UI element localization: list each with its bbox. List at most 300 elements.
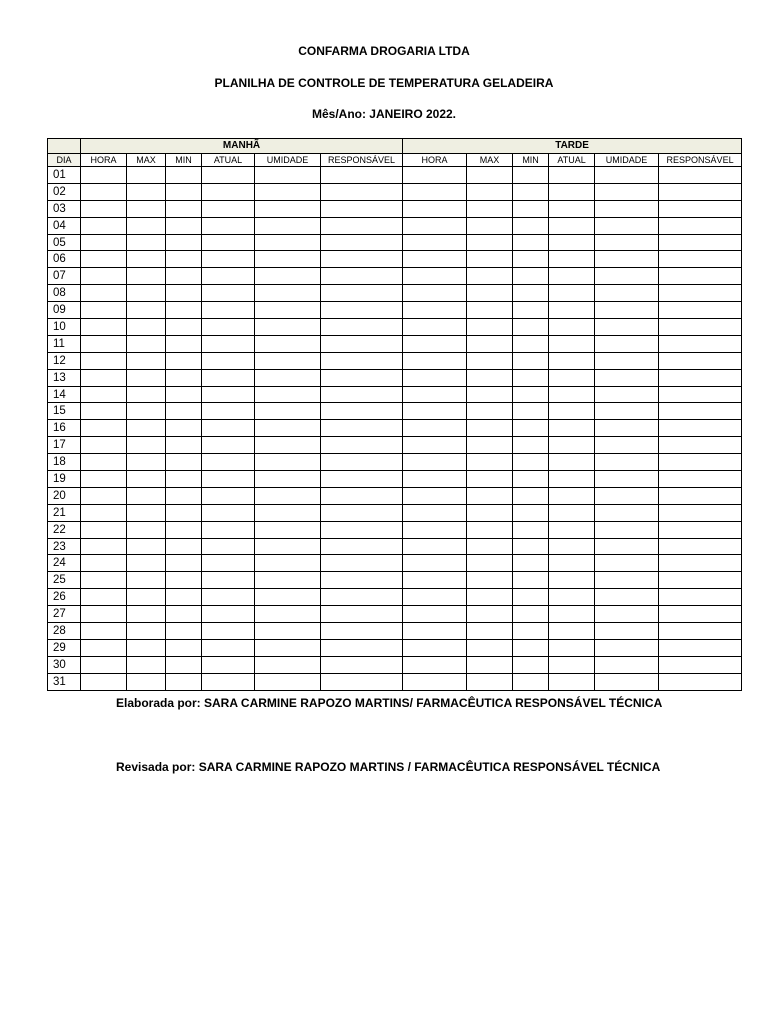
entry-cell[interactable] [549,437,595,454]
entry-cell[interactable] [321,302,403,319]
entry-cell[interactable] [403,403,467,420]
entry-cell[interactable] [549,369,595,386]
entry-cell[interactable] [403,319,467,336]
entry-cell[interactable] [255,521,321,538]
entry-cell[interactable] [202,521,255,538]
entry-cell[interactable] [467,538,513,555]
entry-cell[interactable] [403,335,467,352]
entry-cell[interactable] [255,538,321,555]
entry-cell[interactable] [595,268,659,285]
entry-cell[interactable] [513,420,549,437]
entry-cell[interactable] [595,386,659,403]
entry-cell[interactable] [166,623,202,640]
entry-cell[interactable] [513,454,549,471]
entry-cell[interactable] [595,656,659,673]
entry-cell[interactable] [127,217,166,234]
entry-cell[interactable] [595,217,659,234]
entry-cell[interactable] [659,521,742,538]
entry-cell[interactable] [202,302,255,319]
entry-cell[interactable] [403,555,467,572]
entry-cell[interactable] [202,234,255,251]
entry-cell[interactable] [549,386,595,403]
entry-cell[interactable] [549,183,595,200]
entry-cell[interactable] [403,420,467,437]
entry-cell[interactable] [255,555,321,572]
entry-cell[interactable] [549,487,595,504]
entry-cell[interactable] [166,471,202,488]
entry-cell[interactable] [81,268,127,285]
entry-cell[interactable] [403,251,467,268]
entry-cell[interactable] [321,386,403,403]
entry-cell[interactable] [321,572,403,589]
entry-cell[interactable] [659,454,742,471]
entry-cell[interactable] [255,471,321,488]
entry-cell[interactable] [659,335,742,352]
entry-cell[interactable] [255,572,321,589]
entry-cell[interactable] [321,167,403,184]
entry-cell[interactable] [467,606,513,623]
entry-cell[interactable] [321,589,403,606]
entry-cell[interactable] [513,335,549,352]
entry-cell[interactable] [513,606,549,623]
entry-cell[interactable] [255,454,321,471]
entry-cell[interactable] [549,403,595,420]
entry-cell[interactable] [321,487,403,504]
entry-cell[interactable] [659,319,742,336]
entry-cell[interactable] [659,369,742,386]
entry-cell[interactable] [549,251,595,268]
entry-cell[interactable] [549,319,595,336]
entry-cell[interactable] [166,386,202,403]
entry-cell[interactable] [202,437,255,454]
entry-cell[interactable] [81,673,127,690]
entry-cell[interactable] [321,285,403,302]
entry-cell[interactable] [127,639,166,656]
entry-cell[interactable] [81,386,127,403]
entry-cell[interactable] [81,183,127,200]
entry-cell[interactable] [549,268,595,285]
entry-cell[interactable] [202,454,255,471]
entry-cell[interactable] [202,200,255,217]
entry-cell[interactable] [403,572,467,589]
entry-cell[interactable] [595,319,659,336]
entry-cell[interactable] [81,521,127,538]
entry-cell[interactable] [81,639,127,656]
entry-cell[interactable] [549,167,595,184]
entry-cell[interactable] [255,285,321,302]
entry-cell[interactable] [659,167,742,184]
entry-cell[interactable] [467,639,513,656]
entry-cell[interactable] [166,420,202,437]
entry-cell[interactable] [467,200,513,217]
entry-cell[interactable] [255,606,321,623]
entry-cell[interactable] [659,589,742,606]
entry-cell[interactable] [81,606,127,623]
entry-cell[interactable] [403,352,467,369]
entry-cell[interactable] [166,639,202,656]
entry-cell[interactable] [403,200,467,217]
entry-cell[interactable] [255,167,321,184]
entry-cell[interactable] [255,302,321,319]
entry-cell[interactable] [127,589,166,606]
entry-cell[interactable] [549,521,595,538]
entry-cell[interactable] [81,589,127,606]
entry-cell[interactable] [202,572,255,589]
entry-cell[interactable] [467,471,513,488]
entry-cell[interactable] [127,319,166,336]
entry-cell[interactable] [81,302,127,319]
entry-cell[interactable] [549,352,595,369]
entry-cell[interactable] [595,183,659,200]
entry-cell[interactable] [467,504,513,521]
entry-cell[interactable] [467,268,513,285]
entry-cell[interactable] [127,606,166,623]
entry-cell[interactable] [166,437,202,454]
entry-cell[interactable] [166,538,202,555]
entry-cell[interactable] [659,623,742,640]
entry-cell[interactable] [513,369,549,386]
entry-cell[interactable] [595,504,659,521]
entry-cell[interactable] [321,521,403,538]
entry-cell[interactable] [467,437,513,454]
entry-cell[interactable] [513,487,549,504]
entry-cell[interactable] [255,386,321,403]
entry-cell[interactable] [166,268,202,285]
entry-cell[interactable] [513,504,549,521]
entry-cell[interactable] [595,352,659,369]
entry-cell[interactable] [467,521,513,538]
entry-cell[interactable] [321,319,403,336]
entry-cell[interactable] [127,285,166,302]
entry-cell[interactable] [403,302,467,319]
entry-cell[interactable] [659,487,742,504]
entry-cell[interactable] [127,302,166,319]
entry-cell[interactable] [81,487,127,504]
entry-cell[interactable] [549,555,595,572]
entry-cell[interactable] [467,285,513,302]
entry-cell[interactable] [166,606,202,623]
entry-cell[interactable] [127,572,166,589]
entry-cell[interactable] [513,217,549,234]
entry-cell[interactable] [166,217,202,234]
entry-cell[interactable] [659,217,742,234]
entry-cell[interactable] [467,386,513,403]
entry-cell[interactable] [595,555,659,572]
entry-cell[interactable] [127,673,166,690]
entry-cell[interactable] [255,217,321,234]
entry-cell[interactable] [467,335,513,352]
entry-cell[interactable] [202,639,255,656]
entry-cell[interactable] [127,386,166,403]
entry-cell[interactable] [659,504,742,521]
entry-cell[interactable] [595,369,659,386]
entry-cell[interactable] [403,673,467,690]
entry-cell[interactable] [127,369,166,386]
entry-cell[interactable] [255,504,321,521]
entry-cell[interactable] [595,335,659,352]
entry-cell[interactable] [549,623,595,640]
entry-cell[interactable] [403,268,467,285]
entry-cell[interactable] [166,521,202,538]
entry-cell[interactable] [659,606,742,623]
entry-cell[interactable] [166,656,202,673]
entry-cell[interactable] [202,217,255,234]
entry-cell[interactable] [202,420,255,437]
entry-cell[interactable] [549,589,595,606]
entry-cell[interactable] [513,572,549,589]
entry-cell[interactable] [403,167,467,184]
entry-cell[interactable] [127,268,166,285]
entry-cell[interactable] [467,217,513,234]
entry-cell[interactable] [659,200,742,217]
entry-cell[interactable] [202,589,255,606]
entry-cell[interactable] [127,487,166,504]
entry-cell[interactable] [595,234,659,251]
entry-cell[interactable] [202,352,255,369]
entry-cell[interactable] [403,471,467,488]
entry-cell[interactable] [202,487,255,504]
entry-cell[interactable] [127,200,166,217]
entry-cell[interactable] [659,268,742,285]
entry-cell[interactable] [513,386,549,403]
entry-cell[interactable] [255,623,321,640]
entry-cell[interactable] [513,639,549,656]
entry-cell[interactable] [166,200,202,217]
entry-cell[interactable] [81,572,127,589]
entry-cell[interactable] [127,555,166,572]
entry-cell[interactable] [255,487,321,504]
entry-cell[interactable] [81,420,127,437]
entry-cell[interactable] [255,268,321,285]
entry-cell[interactable] [202,319,255,336]
entry-cell[interactable] [81,454,127,471]
entry-cell[interactable] [321,623,403,640]
entry-cell[interactable] [659,639,742,656]
entry-cell[interactable] [467,487,513,504]
entry-cell[interactable] [255,183,321,200]
entry-cell[interactable] [659,183,742,200]
entry-cell[interactable] [255,369,321,386]
entry-cell[interactable] [403,217,467,234]
entry-cell[interactable] [321,454,403,471]
entry-cell[interactable] [467,251,513,268]
entry-cell[interactable] [467,555,513,572]
entry-cell[interactable] [403,656,467,673]
entry-cell[interactable] [127,656,166,673]
entry-cell[interactable] [513,589,549,606]
entry-cell[interactable] [166,335,202,352]
entry-cell[interactable] [513,285,549,302]
entry-cell[interactable] [166,302,202,319]
entry-cell[interactable] [166,572,202,589]
entry-cell[interactable] [595,639,659,656]
entry-cell[interactable] [595,167,659,184]
entry-cell[interactable] [166,673,202,690]
entry-cell[interactable] [467,183,513,200]
entry-cell[interactable] [467,302,513,319]
entry-cell[interactable] [202,285,255,302]
entry-cell[interactable] [81,538,127,555]
entry-cell[interactable] [127,454,166,471]
entry-cell[interactable] [202,656,255,673]
entry-cell[interactable] [659,471,742,488]
entry-cell[interactable] [202,504,255,521]
entry-cell[interactable] [659,673,742,690]
entry-cell[interactable] [467,403,513,420]
entry-cell[interactable] [166,589,202,606]
entry-cell[interactable] [202,167,255,184]
entry-cell[interactable] [549,504,595,521]
entry-cell[interactable] [595,623,659,640]
entry-cell[interactable] [321,369,403,386]
entry-cell[interactable] [513,200,549,217]
entry-cell[interactable] [403,437,467,454]
entry-cell[interactable] [255,639,321,656]
entry-cell[interactable] [255,673,321,690]
entry-cell[interactable] [549,538,595,555]
entry-cell[interactable] [321,420,403,437]
entry-cell[interactable] [403,538,467,555]
entry-cell[interactable] [467,369,513,386]
entry-cell[interactable] [127,504,166,521]
entry-cell[interactable] [166,183,202,200]
entry-cell[interactable] [321,335,403,352]
entry-cell[interactable] [81,403,127,420]
entry-cell[interactable] [467,589,513,606]
entry-cell[interactable] [595,589,659,606]
entry-cell[interactable] [595,572,659,589]
entry-cell[interactable] [321,606,403,623]
entry-cell[interactable] [321,251,403,268]
entry-cell[interactable] [81,623,127,640]
entry-cell[interactable] [659,302,742,319]
entry-cell[interactable] [467,572,513,589]
entry-cell[interactable] [127,420,166,437]
entry-cell[interactable] [81,319,127,336]
entry-cell[interactable] [127,251,166,268]
entry-cell[interactable] [81,471,127,488]
entry-cell[interactable] [81,656,127,673]
entry-cell[interactable] [255,234,321,251]
entry-cell[interactable] [321,538,403,555]
entry-cell[interactable] [549,606,595,623]
entry-cell[interactable] [81,352,127,369]
entry-cell[interactable] [202,555,255,572]
entry-cell[interactable] [255,403,321,420]
entry-cell[interactable] [255,352,321,369]
entry-cell[interactable] [467,319,513,336]
entry-cell[interactable] [549,285,595,302]
entry-cell[interactable] [321,403,403,420]
entry-cell[interactable] [467,352,513,369]
entry-cell[interactable] [659,555,742,572]
entry-cell[interactable] [321,555,403,572]
entry-cell[interactable] [467,623,513,640]
entry-cell[interactable] [595,251,659,268]
entry-cell[interactable] [81,251,127,268]
entry-cell[interactable] [403,623,467,640]
entry-cell[interactable] [595,606,659,623]
entry-cell[interactable] [202,369,255,386]
entry-cell[interactable] [513,302,549,319]
entry-cell[interactable] [595,471,659,488]
entry-cell[interactable] [659,285,742,302]
entry-cell[interactable] [321,268,403,285]
entry-cell[interactable] [127,167,166,184]
entry-cell[interactable] [202,538,255,555]
entry-cell[interactable] [202,606,255,623]
entry-cell[interactable] [81,555,127,572]
entry-cell[interactable] [659,251,742,268]
entry-cell[interactable] [202,386,255,403]
entry-cell[interactable] [513,471,549,488]
entry-cell[interactable] [595,487,659,504]
entry-cell[interactable] [513,167,549,184]
entry-cell[interactable] [513,623,549,640]
entry-cell[interactable] [202,403,255,420]
entry-cell[interactable] [127,403,166,420]
entry-cell[interactable] [166,352,202,369]
entry-cell[interactable] [166,167,202,184]
entry-cell[interactable] [127,521,166,538]
entry-cell[interactable] [513,673,549,690]
entry-cell[interactable] [403,369,467,386]
entry-cell[interactable] [166,234,202,251]
entry-cell[interactable] [403,285,467,302]
entry-cell[interactable] [255,656,321,673]
entry-cell[interactable] [549,302,595,319]
entry-cell[interactable] [127,623,166,640]
entry-cell[interactable] [255,437,321,454]
entry-cell[interactable] [255,200,321,217]
entry-cell[interactable] [166,285,202,302]
entry-cell[interactable] [513,656,549,673]
entry-cell[interactable] [513,403,549,420]
entry-cell[interactable] [127,234,166,251]
entry-cell[interactable] [595,302,659,319]
entry-cell[interactable] [321,234,403,251]
entry-cell[interactable] [513,234,549,251]
entry-cell[interactable] [403,589,467,606]
entry-cell[interactable] [595,521,659,538]
entry-cell[interactable] [81,335,127,352]
entry-cell[interactable] [403,234,467,251]
entry-cell[interactable] [549,217,595,234]
entry-cell[interactable] [659,538,742,555]
entry-cell[interactable] [166,454,202,471]
entry-cell[interactable] [467,420,513,437]
entry-cell[interactable] [659,420,742,437]
entry-cell[interactable] [467,673,513,690]
entry-cell[interactable] [549,454,595,471]
entry-cell[interactable] [403,386,467,403]
entry-cell[interactable] [467,167,513,184]
entry-cell[interactable] [549,335,595,352]
entry-cell[interactable] [81,369,127,386]
entry-cell[interactable] [81,200,127,217]
entry-cell[interactable] [321,217,403,234]
entry-cell[interactable] [659,572,742,589]
entry-cell[interactable] [321,437,403,454]
entry-cell[interactable] [513,319,549,336]
entry-cell[interactable] [321,471,403,488]
entry-cell[interactable] [81,217,127,234]
entry-cell[interactable] [595,420,659,437]
entry-cell[interactable] [255,589,321,606]
entry-cell[interactable] [321,183,403,200]
entry-cell[interactable] [166,369,202,386]
entry-cell[interactable] [549,673,595,690]
